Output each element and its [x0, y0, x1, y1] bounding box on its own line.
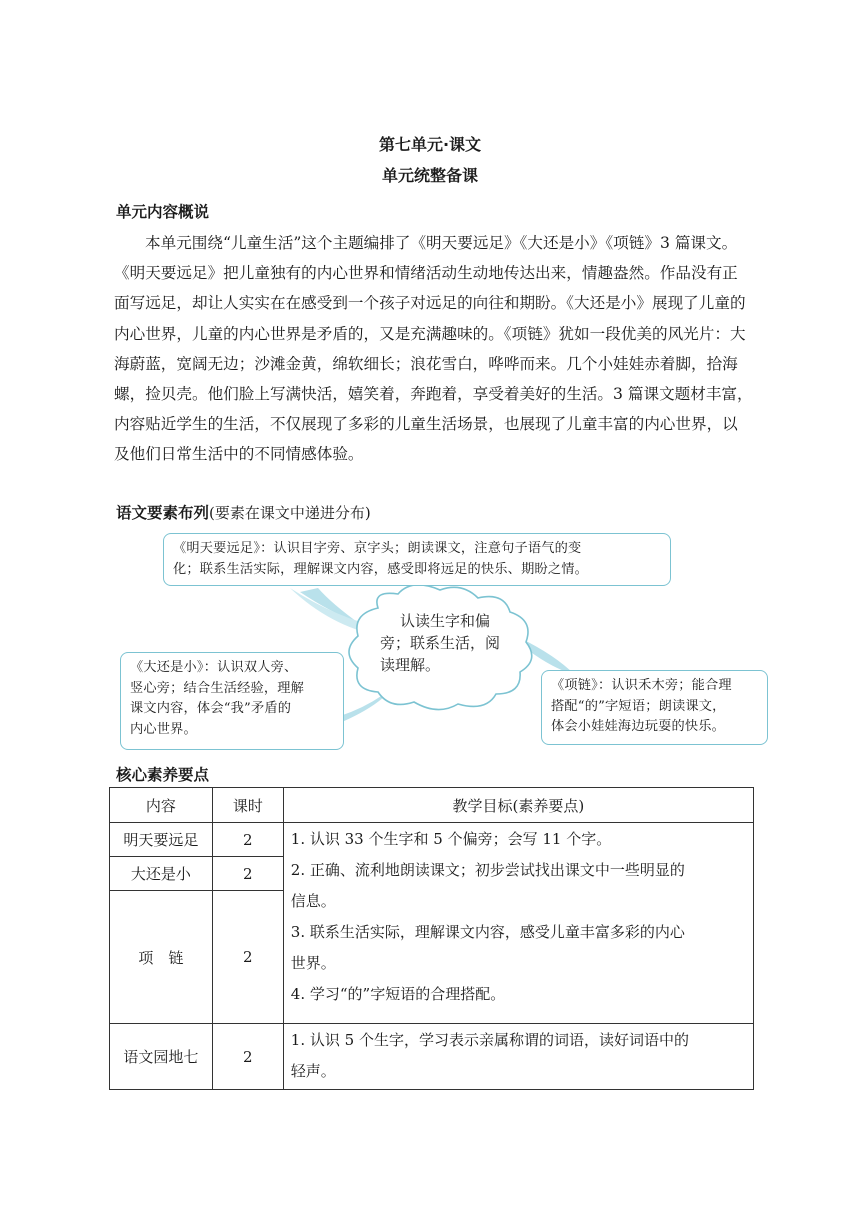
- box-line: 体会小娃娃海边玩耍的快乐。: [551, 719, 726, 734]
- goal-line: 世界。: [290, 954, 336, 972]
- box-line: 课文内容，体会“我”矛盾的: [130, 701, 292, 716]
- row-content: 项 链: [110, 891, 213, 1024]
- goal-line: 1. 认识 33 个生字和 5 个偏旁；会写 11 个字。: [290, 830, 612, 848]
- row-goals: [283, 823, 753, 1024]
- elements-heading-note: (要素在课文中递进分布): [209, 504, 371, 522]
- overview-line: 内心世界，儿童的内心世界是矛盾的，又是充满趣味的。《项链》犹如一段优美的风光片：大: [114, 324, 746, 343]
- core-table: [109, 787, 754, 1090]
- box-dahuan: [120, 652, 344, 750]
- box-mingtian: [163, 533, 671, 586]
- overview-line: 面写远足，却让人实实在在感受到一个孩子对远足的向往和期盼。《大还是小》展现了儿童的: [114, 294, 746, 313]
- overview-line: 《明天要远足》把儿童独有的内心世界和情绪活动生动地传达出来，情趣盎然。作品没有正: [114, 264, 738, 283]
- row-content: 语文园地七: [110, 1024, 213, 1090]
- row-hours: 2: [212, 823, 283, 857]
- row-hours: 2: [212, 1024, 283, 1090]
- cloud-line: 旁；联系生活，阅: [380, 634, 501, 652]
- overview-line: 海蔚蓝，宽阔无边；沙滩金黄，绵软细长；浪花雪白，哗哗而来。几个小娃娃赤着脚，拾海: [114, 354, 738, 373]
- goal-line: 信息。: [290, 892, 336, 910]
- box-line: 化；联系生活实际，理解课文内容，感受即将远足的快乐、期盼之情。: [173, 561, 589, 577]
- goal-line: 轻声。: [290, 1062, 336, 1080]
- row-goals: [283, 1024, 753, 1090]
- overview-line: 内容贴近学生的生活，不仅展现了多彩的儿童生活场景，也展现了儿童丰富的内心世界，以: [114, 415, 738, 434]
- goal-line: 4. 学习“的”字短语的合理搭配。: [290, 985, 506, 1003]
- box-line: 《项链》：认识禾木旁；能合理: [551, 678, 732, 693]
- cloud-text: [380, 610, 520, 676]
- goal-line: 2. 正确、流利地朗读课文；初步尝试找出课文中一些明显的: [290, 861, 685, 879]
- goal-line: 1. 认识 5 个生字，学习表示亲属称谓的词语，读好词语中的: [290, 1031, 689, 1049]
- row-content: 明天要远足: [110, 823, 213, 857]
- swoosh-shape: [300, 588, 360, 624]
- row-content: 大还是小: [110, 857, 213, 891]
- box-line: 竖心旁；结合生活经验，理解: [130, 680, 305, 696]
- overview-line: 螺，捡贝壳。他们脸上写满快活，嬉笑着，奔跑着，享受着美好的生活。3 篇课文题材丰富，: [114, 385, 753, 404]
- core-heading: 核心素养要点: [116, 766, 210, 784]
- overview-line: 及他们日常生活中的不同情感体验。: [114, 445, 364, 464]
- column-header: 课时: [212, 788, 283, 823]
- cloud-line: 读理解。: [380, 656, 441, 674]
- elements-heading-text: 语文要素布列: [116, 504, 210, 522]
- column-header: 内容: [110, 788, 213, 823]
- box-line: 《明天要远足》：认识目字旁、京字头；朗读课文，注意句子语气的变: [173, 541, 582, 556]
- box-xianglian: [541, 670, 768, 745]
- table-header-row: [110, 788, 754, 823]
- row-hours: 2: [212, 857, 283, 891]
- overview-line: 本单元围绕“儿童生活”这个主题编排了《明天要远足》《大还是小》《项链》3 篇课文。: [145, 234, 738, 252]
- row-hours: 2: [212, 891, 283, 1024]
- table-row: [110, 1024, 754, 1090]
- goal-line: 3. 联系生活实际，理解课文内容，感受儿童丰富多彩的内心: [290, 923, 685, 941]
- column-header: 教学目标(素养要点): [283, 788, 753, 823]
- box-line: 搭配“的”字短语；朗读课文，: [551, 698, 726, 714]
- page-subtitle: 单元统整备课: [381, 166, 478, 185]
- box-line: 《大还是小》：认识双人旁、: [130, 660, 298, 675]
- cloud-line: 认读生字和偏: [400, 612, 491, 630]
- overview-heading: 单元内容概说: [116, 203, 210, 221]
- unit-title: 第七单元·课文: [378, 135, 482, 154]
- box-line: 内心世界。: [130, 721, 197, 737]
- table-row: [110, 823, 754, 857]
